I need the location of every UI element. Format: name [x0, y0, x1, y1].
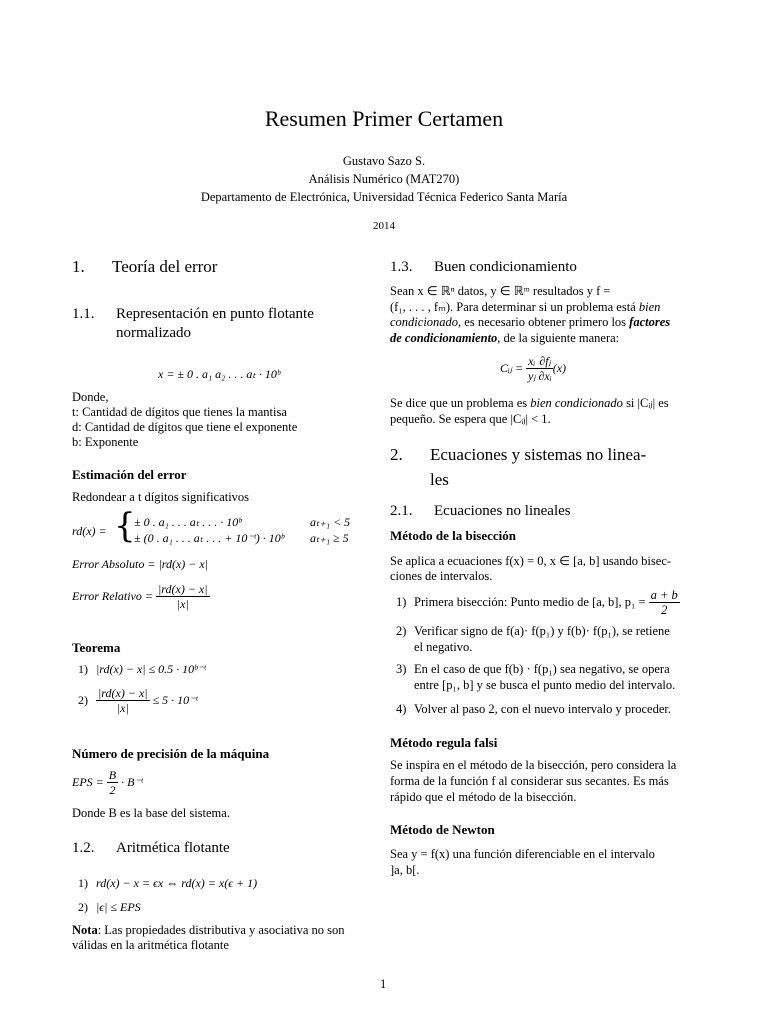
- note-line-2: válidas en la aritmética flotante: [72, 938, 229, 952]
- rounding-text: Redondear a t dígitos significativos: [72, 490, 250, 504]
- section-1-1-heading: 1.1. Representación en punto flotante: [72, 306, 314, 322]
- rd-lhs: rd(x) =: [72, 524, 107, 538]
- department: Departamento de Electrónica, Universidad Técnica Federico Santa María: [200, 190, 568, 204]
- rd-condition-2: aₜ₊₁ ≥ 5: [310, 531, 349, 545]
- float-representation-equation: x = ± 0 . a₁ a₂ . . . aₜ · 10ᵇ: [158, 367, 281, 381]
- rd-condition-1: aₜ₊₁ < 5: [310, 515, 351, 529]
- conditioning-line-3: condicionado, es necesario obtener primero los factores: [390, 315, 671, 329]
- regula-falsi-line-1: Se inspira en el método de la bisección, pero considera la: [390, 758, 677, 772]
- bisection-step-3: 3) En el caso de que f(b) · f(p₁) sea negativo, se opera: [396, 662, 670, 676]
- arithmetic-item-1: 1) rd(x) − x = ϵx ⇔ rd(x) = x(ϵ + 1): [78, 876, 258, 890]
- relative-error-equation: Error Relativo = $\frac{|rd(x) - x|}{|x|}$: [72, 582, 208, 611]
- well-conditioned-line-2: pequeño. Se espera que |Cᵢⱼ| < 1.: [390, 412, 551, 426]
- definition-b: b: Exponente: [72, 435, 139, 449]
- absolute-error-equation: Error Absoluto = |rd(x) − x|: [72, 557, 209, 571]
- author: Gustavo Sazo S.: [342, 154, 426, 168]
- bisection-heading: Método de la bisección: [390, 528, 517, 543]
- left-brace: {: [114, 506, 136, 546]
- conditioning-line-1: Sean x ∈ ℝⁿ datos, y ∈ ℝᵐ resultados y f =: [390, 284, 611, 298]
- definition-t: t: Cantidad de dígitos que tienes la mantisa: [72, 405, 287, 419]
- conditioning-line-2: (f₁, . . . , fₘ). Para determinar si un problema está bien: [390, 300, 661, 314]
- bisection-step-3-line2: entre [p₁, b] y se busca el punto medio del intervalo.: [414, 678, 676, 692]
- conditioning-factor-equation: Cᵢⱼ = $\frac{\text{xᵢ}}{\text{yⱼ}}$ $\frac{\text{∂fⱼ}}{\text{∂xᵢ}}$ (x): [500, 354, 567, 383]
- regula-falsi-heading: Método regula falsi: [390, 735, 498, 750]
- bisection-step-1: 1) Primera bisección: Punto medio de [a, b], p₁ = $\frac{a + b}{2}$: [396, 588, 678, 617]
- course: Análisis Numérico (MAT270): [308, 172, 460, 186]
- well-conditioned-line-1: Se dice que un problema es bien condicionado si |Cᵢⱼ| es: [390, 396, 669, 410]
- section-1-1-heading-line2: normalizado: [116, 325, 191, 341]
- relative-error-denominator: |x|: [176, 597, 189, 611]
- year: 2014: [373, 220, 395, 232]
- bisection-line-2: ciones de intervalos.: [390, 569, 493, 583]
- bisection-step-4: 4) Volver al paso 2, con el nuevo intervalo y proceder.: [396, 702, 671, 716]
- section-1-3-heading: 1.3. Buen condicionamiento: [390, 259, 577, 275]
- page-number: 1: [380, 977, 387, 991]
- regula-falsi-line-2: forma de la función f al considerar sus secantes. Es más: [390, 774, 669, 788]
- document-title: Resumen Primer Certamen: [264, 106, 504, 131]
- note-line-1: Nota: Las propiedades distributiva y asociativa no son: [72, 923, 345, 937]
- eps-base-note: Donde B es la base del sistema.: [72, 806, 230, 820]
- conditioning-line-4: de condicionamiento, de la siguiente manera:: [390, 331, 620, 345]
- section-2-heading: 2. Ecuaciones y sistemas no linea-: [390, 445, 647, 464]
- section-2-heading-line2: les: [430, 470, 449, 489]
- rd-case-2: ± (0 . a₁ . . . aₜ . . . + 10⁻ᵗ) · 10ᵇ: [134, 531, 284, 545]
- arithmetic-item-2: 2) |ϵ| ≤ EPS: [78, 900, 141, 914]
- bisection-step-2: 2) Verificar signo de f(a)· f(p₁) y f(b)· f(p₁), se retiene: [396, 624, 670, 638]
- newton-line-1: Sea y = f(x) una función diferenciable en el intervalo: [390, 847, 655, 861]
- definition-d: d: Cantidad de dígitos que tiene el exponente: [72, 420, 298, 434]
- theorem-item-2: 2) $\frac{|rd(x) - x|}{|x|}$ ≤ 5 · 10⁻ᵗ: [78, 686, 198, 715]
- eps-equation: EPS = $\frac{B}{2}$ · B⁻ᵗ: [72, 768, 143, 797]
- bisection-step-2-line2: el negativo.: [414, 640, 473, 654]
- section-1-heading: 1. Teoría del error: [72, 257, 218, 276]
- error-estimation-heading: Estimación del error: [72, 467, 187, 482]
- donde-text: Donde,: [72, 390, 109, 404]
- newton-line-2: ]a, b[.: [390, 863, 420, 877]
- section-2-1-heading: 2.1. Ecuaciones no lineales: [390, 503, 571, 519]
- machine-precision-heading: Número de precisión de la máquina: [72, 746, 270, 761]
- regula-falsi-line-3: rápido que el método de la bisección.: [390, 790, 577, 804]
- theorem-item-1: 1) |rd(x) − x| ≤ 0.5 · 10ᵇ⁻ᵗ: [78, 662, 206, 676]
- bisection-line-1: Se aplica a ecuaciones f(x) = 0, x ∈ [a, b] usando bisec-: [390, 554, 672, 568]
- newton-heading: Método de Newton: [390, 822, 495, 837]
- theorem-heading: Teorema: [72, 640, 121, 655]
- rd-case-1: ± 0 . a₁ . . . aₜ . . . · 10ᵇ: [134, 515, 242, 529]
- relative-error-numerator: |rd(x) − x|: [157, 582, 208, 596]
- section-1-2-heading: 1.2. Aritmética flotante: [72, 840, 230, 856]
